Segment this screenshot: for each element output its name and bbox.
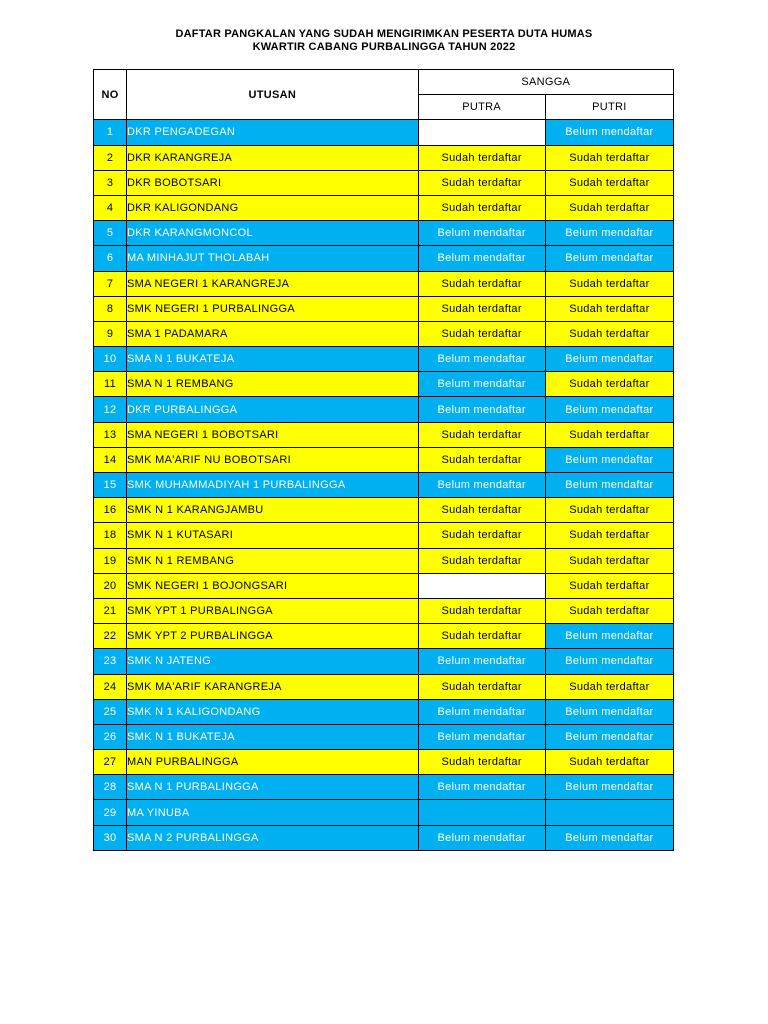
- header-row: [94, 70, 674, 95]
- table-row: [94, 800, 674, 825]
- table-row: [94, 473, 674, 498]
- row-utusan: SMK N 1 KALIGONDANG: [127, 699, 419, 724]
- row-status-putra: Sudah terdaftar: [418, 598, 545, 623]
- row-status-putri: Sudah terdaftar: [545, 750, 673, 775]
- row-number: 12: [94, 397, 127, 422]
- row-utusan: DKR KARANGMONCOL: [127, 221, 419, 246]
- row-number: 15: [94, 473, 127, 498]
- header-putra: PUTRA: [418, 95, 545, 120]
- row-utusan: DKR PENGADEGAN: [127, 120, 419, 145]
- row-utusan: SMK N 1 REMBANG: [127, 548, 419, 573]
- row-number: 25: [94, 699, 127, 724]
- table-row: [94, 624, 674, 649]
- row-status-putri: Belum mendaftar: [545, 120, 673, 145]
- row-status-putri: Sudah terdaftar: [545, 195, 673, 220]
- table-row: [94, 523, 674, 548]
- row-number: 5: [94, 221, 127, 246]
- row-status-putra: Sudah terdaftar: [418, 498, 545, 523]
- row-number: 23: [94, 649, 127, 674]
- row-utusan: SMK N JATENG: [127, 649, 419, 674]
- document-subtitle: KWARTIR CABANG PURBALINGGA TAHUN 2022: [252, 41, 516, 53]
- row-status-putra: Sudah terdaftar: [418, 750, 545, 775]
- row-status-putra: Belum mendaftar: [418, 397, 545, 422]
- row-status-putra: Sudah terdaftar: [418, 145, 545, 170]
- row-utusan: MA YINUBA: [127, 800, 419, 825]
- row-status-putra: Belum mendaftar: [418, 775, 545, 800]
- table-row: [94, 271, 674, 296]
- row-status-putra: Sudah terdaftar: [418, 271, 545, 296]
- row-status-putri: Belum mendaftar: [545, 246, 673, 271]
- row-utusan: SMA N 1 REMBANG: [127, 372, 419, 397]
- row-number: 4: [94, 195, 127, 220]
- row-status-putra: [418, 120, 545, 145]
- row-utusan: SMK N 1 BUKATEJA: [127, 724, 419, 749]
- row-status-putri: Belum mendaftar: [545, 724, 673, 749]
- row-status-putri: Belum mendaftar: [545, 649, 673, 674]
- row-status-putra: Belum mendaftar: [418, 825, 545, 850]
- row-utusan: DKR KALIGONDANG: [127, 195, 419, 220]
- table-header: [94, 70, 674, 120]
- row-number: 20: [94, 573, 127, 598]
- row-number: 13: [94, 422, 127, 447]
- row-status-putri: Sudah terdaftar: [545, 523, 673, 548]
- table-row: [94, 120, 674, 145]
- row-number: 14: [94, 447, 127, 472]
- row-status-putra: Belum mendaftar: [418, 221, 545, 246]
- table-row: [94, 598, 674, 623]
- table-row: [94, 548, 674, 573]
- row-status-putra: Belum mendaftar: [418, 473, 545, 498]
- table-row: [94, 296, 674, 321]
- table-row: [94, 498, 674, 523]
- table-row: [94, 825, 674, 850]
- participant-table: [93, 69, 674, 851]
- row-status-putra: Sudah terdaftar: [418, 523, 545, 548]
- row-number: 9: [94, 321, 127, 346]
- row-status-putri: Sudah terdaftar: [545, 372, 673, 397]
- row-utusan: SMA N 2 PURBALINGGA: [127, 825, 419, 850]
- header-no: NO: [94, 70, 127, 120]
- row-number: 29: [94, 800, 127, 825]
- row-utusan: DKR PURBALINGGA: [127, 397, 419, 422]
- row-status-putri: Belum mendaftar: [545, 221, 673, 246]
- row-number: 21: [94, 598, 127, 623]
- row-number: 30: [94, 825, 127, 850]
- row-status-putra: Sudah terdaftar: [418, 296, 545, 321]
- row-number: 2: [94, 145, 127, 170]
- row-utusan: SMK MUHAMMADIYAH 1 PURBALINGGA: [127, 473, 419, 498]
- row-number: 18: [94, 523, 127, 548]
- document-title: DAFTAR PANGKALAN YANG SUDAH MENGIRIMKAN PESERTA DUTA HUMAS: [175, 28, 593, 40]
- row-number: 3: [94, 170, 127, 195]
- row-status-putri: Belum mendaftar: [545, 624, 673, 649]
- row-number: 11: [94, 372, 127, 397]
- row-status-putra: Sudah terdaftar: [418, 422, 545, 447]
- row-number: 22: [94, 624, 127, 649]
- row-status-putri: Sudah terdaftar: [545, 271, 673, 296]
- row-utusan: MAN PURBALINGGA: [127, 750, 419, 775]
- table-row: [94, 372, 674, 397]
- row-status-putri: [545, 800, 673, 825]
- table-row: [94, 775, 674, 800]
- row-status-putri: Belum mendaftar: [545, 347, 673, 372]
- row-status-putri: Sudah terdaftar: [545, 498, 673, 523]
- row-status-putri: Sudah terdaftar: [545, 296, 673, 321]
- table-row: [94, 321, 674, 346]
- row-number: 28: [94, 775, 127, 800]
- row-status-putri: Sudah terdaftar: [545, 598, 673, 623]
- table-row: [94, 649, 674, 674]
- row-status-putri: Belum mendaftar: [545, 397, 673, 422]
- header-sangga: SANGGA: [418, 70, 673, 95]
- row-utusan: DKR KARANGREJA: [127, 145, 419, 170]
- row-number: 27: [94, 750, 127, 775]
- row-status-putra: Sudah terdaftar: [418, 674, 545, 699]
- table-row: [94, 145, 674, 170]
- row-number: 7: [94, 271, 127, 296]
- row-status-putra: Belum mendaftar: [418, 246, 545, 271]
- row-utusan: DKR BOBOTSARI: [127, 170, 419, 195]
- table-row: [94, 674, 674, 699]
- table-row: [94, 347, 674, 372]
- row-status-putri: Belum mendaftar: [545, 473, 673, 498]
- row-status-putra: Belum mendaftar: [418, 372, 545, 397]
- row-status-putra: Sudah terdaftar: [418, 548, 545, 573]
- table-row: [94, 170, 674, 195]
- row-number: 16: [94, 498, 127, 523]
- row-status-putri: Belum mendaftar: [545, 775, 673, 800]
- row-utusan: SMK NEGERI 1 PURBALINGGA: [127, 296, 419, 321]
- row-status-putri: Belum mendaftar: [545, 699, 673, 724]
- row-number: 1: [94, 120, 127, 145]
- row-utusan: SMA N 1 BUKATEJA: [127, 347, 419, 372]
- row-status-putra: Belum mendaftar: [418, 699, 545, 724]
- row-number: 19: [94, 548, 127, 573]
- row-status-putri: Sudah terdaftar: [545, 170, 673, 195]
- row-status-putra: Sudah terdaftar: [418, 447, 545, 472]
- row-status-putri: Sudah terdaftar: [545, 422, 673, 447]
- header-putri: PUTRI: [545, 95, 673, 120]
- row-status-putri: Sudah terdaftar: [545, 321, 673, 346]
- table-row: [94, 447, 674, 472]
- row-status-putri: Sudah terdaftar: [545, 548, 673, 573]
- row-utusan: SMA NEGERI 1 BOBOTSARI: [127, 422, 419, 447]
- table-row: [94, 724, 674, 749]
- row-status-putri: Belum mendaftar: [545, 825, 673, 850]
- row-utusan: SMA 1 PADAMARA: [127, 321, 419, 346]
- table-row: [94, 750, 674, 775]
- row-status-putra: Belum mendaftar: [418, 347, 545, 372]
- row-status-putra: Sudah terdaftar: [418, 321, 545, 346]
- row-utusan: SMK MA'ARIF NU BOBOTSARI: [127, 447, 419, 472]
- header-utusan: UTUSAN: [127, 70, 419, 120]
- row-utusan: SMK YPT 2 PURBALINGGA: [127, 624, 419, 649]
- row-utusan: SMK NEGERI 1 BOJONGSARI: [127, 573, 419, 598]
- row-status-putri: Sudah terdaftar: [545, 145, 673, 170]
- table-row: [94, 699, 674, 724]
- table-row: [94, 573, 674, 598]
- row-utusan: SMK MA'ARIF KARANGREJA: [127, 674, 419, 699]
- row-status-putra: Sudah terdaftar: [418, 170, 545, 195]
- row-status-putri: Sudah terdaftar: [545, 573, 673, 598]
- table-row: [94, 397, 674, 422]
- row-utusan: SMK YPT 1 PURBALINGGA: [127, 598, 419, 623]
- row-number: 26: [94, 724, 127, 749]
- row-number: 24: [94, 674, 127, 699]
- row-status-putri: Belum mendaftar: [545, 447, 673, 472]
- table-body: [94, 120, 674, 850]
- row-utusan: SMA NEGERI 1 KARANGREJA: [127, 271, 419, 296]
- row-utusan: SMK N 1 KARANGJAMBU: [127, 498, 419, 523]
- row-status-putra: [418, 800, 545, 825]
- row-utusan: MA MINHAJUT THOLABAH: [127, 246, 419, 271]
- table-row: [94, 246, 674, 271]
- row-status-putri: Sudah terdaftar: [545, 674, 673, 699]
- table-row: [94, 422, 674, 447]
- row-utusan: SMA N 1 PURBALINGGA: [127, 775, 419, 800]
- row-utusan: SMK N 1 KUTASARI: [127, 523, 419, 548]
- row-status-putra: Sudah terdaftar: [418, 195, 545, 220]
- row-number: 10: [94, 347, 127, 372]
- row-status-putra: Belum mendaftar: [418, 724, 545, 749]
- row-status-putra: [418, 573, 545, 598]
- row-number: 8: [94, 296, 127, 321]
- table-row: [94, 195, 674, 220]
- row-status-putra: Belum mendaftar: [418, 649, 545, 674]
- row-status-putra: Sudah terdaftar: [418, 624, 545, 649]
- table-row: [94, 221, 674, 246]
- row-number: 6: [94, 246, 127, 271]
